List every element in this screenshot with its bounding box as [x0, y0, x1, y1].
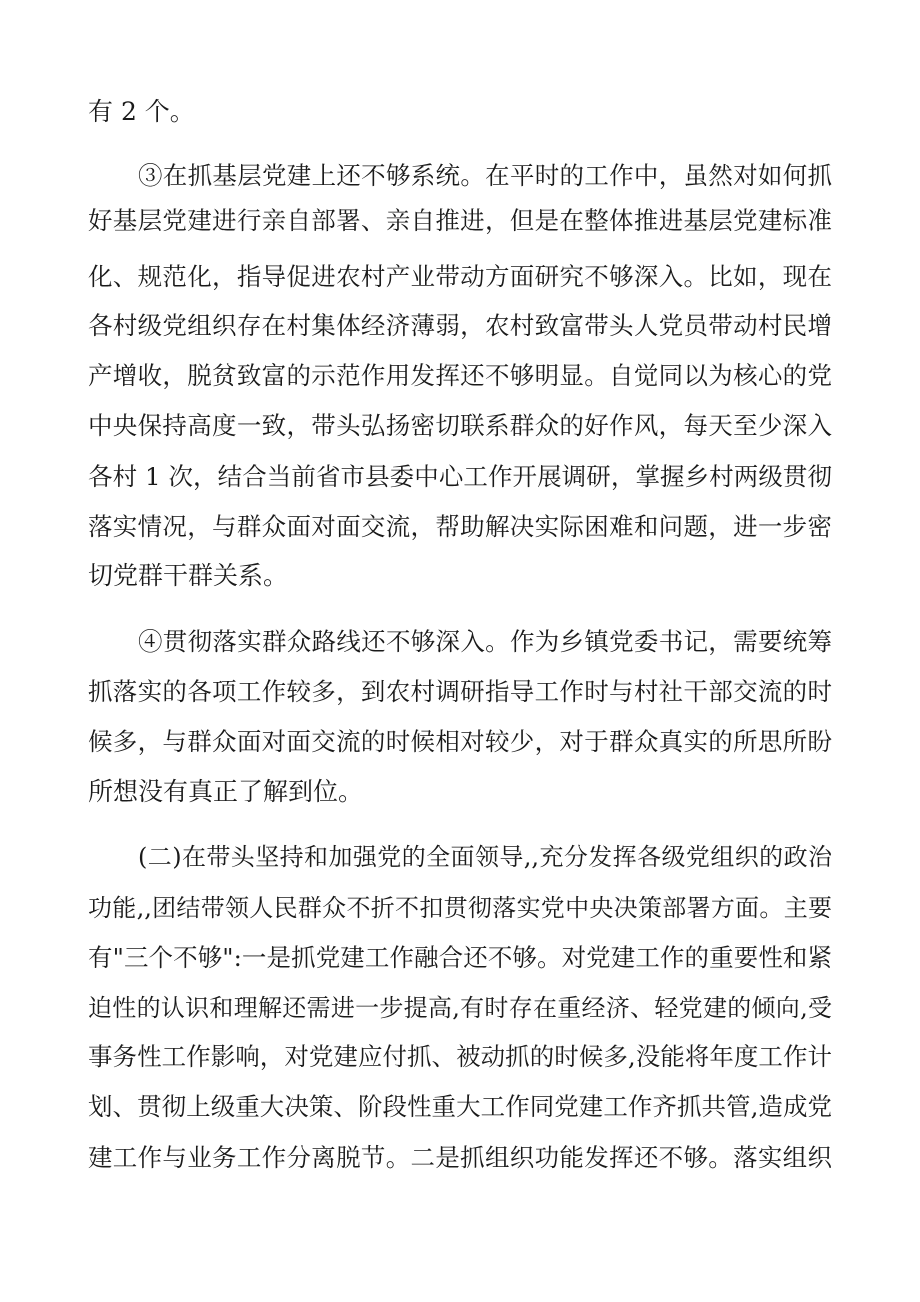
- paragraph-3-line-1: 功能,,团结带领人民群众不折不扣贯彻落实党中央决策部署方面。主要: [88, 894, 832, 922]
- paragraph-2-line-1: 抓落实的各项工作较多，到农村调研指导工作时与村社干部交流的时: [88, 677, 832, 706]
- paragraph-3-line-0: (二)在带头坚持和加强党的全面领导,,充分发挥各级党组织的政治: [138, 843, 832, 871]
- paragraph-2-line-0: ④贯彻落实群众路线还不够深入。作为乡镇党委书记，需要统筹: [138, 627, 832, 656]
- paragraph-0-line-0: 有 2 个。: [88, 97, 195, 126]
- paragraph-1-line-6: 各村 1 次，结合当前省市县委中心工作开展调研，掌握乡村两级贯彻: [88, 462, 832, 491]
- paragraph-1-line-2: 化、规范化，指导促进农村产业带动方面研究不够深入。比如，现在: [88, 262, 832, 291]
- paragraph-1-line-3: 各村级党组织存在村集体经济薄弱，农村致富带头人党员带动村民增: [88, 311, 832, 340]
- paragraph-2-line-3: 所想没有真正了解到位。: [88, 777, 364, 806]
- paragraph-3-line-3: 迫性的认识和理解还需进一步提高,有时存在重经济、轻党建的倾向,受: [88, 994, 832, 1022]
- paragraph-1-line-5: 中央保持高度一致，带头弘扬密切联系群众的好作风，每天至少深入: [88, 411, 832, 440]
- paragraph-3-line-4: 事务性工作影响，对党建应付抓、被动抓的时候多,没能将年度工作计: [88, 1042, 832, 1071]
- paragraph-1-line-4: 产增收，脱贫致富的示范作用发挥还不够明显。自觉同以为核心的党: [88, 361, 832, 390]
- paragraph-3-line-5: 划、贯彻上级重大决策、阶段性重大工作同党建工作齐抓共管,造成党: [88, 1092, 832, 1121]
- paragraph-2-line-2: 候多，与群众面对面交流的时候相对较少，对于群众真实的所思所盼: [88, 727, 832, 756]
- paragraph-1-line-0: ③在抓基层党建上还不够系统。在平时的工作中，虽然对如何抓: [138, 161, 832, 190]
- paragraph-1-line-7: 落实情况，与群众面对面交流，帮助解决实际困难和问题，进一步密: [88, 512, 832, 541]
- paragraph-3-line-6: 建工作与业务工作分离脱节。二是抓组织功能发挥还不够。落实组织: [88, 1143, 832, 1172]
- paragraph-1-line-1: 好基层党建进行亲自部署、亲自推进，但是在整体推进基层党建标准: [88, 206, 832, 235]
- paragraph-1-line-8: 切党群干群关系。: [88, 561, 289, 590]
- paragraph-3-line-2: 有"三个不够":一是抓党建工作融合还不够。对党建工作的重要性和紧: [88, 943, 832, 972]
